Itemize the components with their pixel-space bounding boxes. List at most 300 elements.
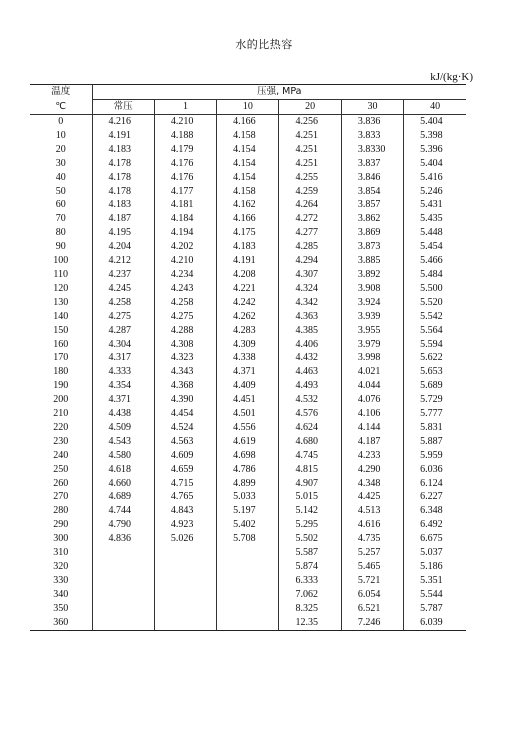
pressure-header: 压强, MPa bbox=[92, 85, 466, 100]
value-cell: 4.354 bbox=[92, 379, 154, 393]
value-cell: 4.524 bbox=[154, 421, 216, 435]
value-cell: 4.680 bbox=[279, 435, 341, 449]
value-cell: 4.208 bbox=[217, 268, 279, 282]
value-cell bbox=[92, 574, 154, 588]
value-cell: 5.729 bbox=[404, 393, 466, 407]
value-cell: 4.202 bbox=[154, 240, 216, 254]
table-row bbox=[30, 254, 466, 268]
value-cell: 4.183 bbox=[92, 143, 154, 157]
value-cell: 4.177 bbox=[154, 185, 216, 199]
value-cell: 4.493 bbox=[279, 379, 341, 393]
value-cell: 4.371 bbox=[92, 393, 154, 407]
value-cell: 4.187 bbox=[92, 212, 154, 226]
table-row bbox=[30, 282, 466, 296]
value-cell: 4.178 bbox=[92, 171, 154, 185]
value-cell: 4.166 bbox=[217, 115, 279, 129]
value-cell: 4.390 bbox=[154, 393, 216, 407]
value-cell: 3.8330 bbox=[341, 143, 403, 157]
value-cell: 5.015 bbox=[279, 490, 341, 504]
temperature-cell: 60 bbox=[55, 199, 66, 211]
value-cell: 4.283 bbox=[217, 324, 279, 338]
table-row bbox=[30, 157, 466, 171]
value-cell: 4.745 bbox=[279, 449, 341, 463]
value-cell: 3.998 bbox=[341, 351, 403, 365]
value-cell: 4.333 bbox=[92, 365, 154, 379]
value-cell: 4.425 bbox=[341, 490, 403, 504]
value-cell: 4.178 bbox=[92, 157, 154, 171]
value-cell: 5.520 bbox=[404, 296, 466, 310]
temperature-cell: 270 bbox=[53, 491, 69, 503]
temperature-cell: 170 bbox=[53, 352, 69, 364]
value-cell: 4.689 bbox=[92, 490, 154, 504]
value-cell: 3.908 bbox=[341, 282, 403, 296]
table-row bbox=[30, 435, 466, 449]
value-cell: 4.188 bbox=[154, 129, 216, 143]
value-cell: 5.787 bbox=[404, 602, 466, 616]
value-cell: 4.242 bbox=[217, 296, 279, 310]
value-cell bbox=[217, 602, 279, 616]
temperature-cell: 250 bbox=[53, 463, 69, 475]
value-cell: 5.466 bbox=[404, 254, 466, 268]
table-header bbox=[30, 85, 466, 115]
value-cell: 4.233 bbox=[341, 449, 403, 463]
value-cell: 4.287 bbox=[92, 324, 154, 338]
value-cell: 4.154 bbox=[217, 143, 279, 157]
value-cell: 5.142 bbox=[279, 504, 341, 518]
value-cell bbox=[92, 560, 154, 574]
value-cell bbox=[92, 602, 154, 616]
temperature-cell: 310 bbox=[53, 547, 69, 559]
value-cell: 5.037 bbox=[404, 546, 466, 560]
value-cell: 4.609 bbox=[154, 449, 216, 463]
value-cell: 4.166 bbox=[217, 212, 279, 226]
value-cell: 5.887 bbox=[404, 435, 466, 449]
column-header: 20 bbox=[279, 100, 341, 115]
table-row bbox=[30, 296, 466, 310]
value-cell: 3.837 bbox=[341, 157, 403, 171]
value-cell bbox=[92, 588, 154, 602]
value-cell: 6.333 bbox=[279, 574, 341, 588]
value-cell: 3.955 bbox=[341, 324, 403, 338]
value-cell: 4.158 bbox=[217, 185, 279, 199]
value-cell: 3.836 bbox=[341, 115, 403, 129]
value-cell: 6.675 bbox=[404, 532, 466, 546]
value-cell: 4.323 bbox=[154, 351, 216, 365]
value-cell: 8.325 bbox=[279, 602, 341, 616]
specific-heat-table bbox=[30, 84, 466, 631]
value-cell: 5.404 bbox=[404, 115, 466, 129]
value-cell: 4.619 bbox=[217, 435, 279, 449]
value-cell: 4.194 bbox=[154, 226, 216, 240]
value-cell: 3.854 bbox=[341, 185, 403, 199]
temperature-cell: 30 bbox=[55, 157, 66, 169]
value-cell: 5.721 bbox=[341, 574, 403, 588]
table-row bbox=[30, 198, 466, 212]
temperature-cell: 50 bbox=[55, 185, 66, 197]
temperature-cell: 340 bbox=[53, 588, 69, 600]
table-row bbox=[30, 393, 466, 407]
value-cell: 3.873 bbox=[341, 240, 403, 254]
temperature-header: 温度 bbox=[30, 85, 92, 100]
value-cell: 4.836 bbox=[92, 532, 154, 546]
table-row bbox=[30, 310, 466, 324]
value-cell: 4.463 bbox=[279, 365, 341, 379]
value-cell: 5.454 bbox=[404, 240, 466, 254]
value-cell bbox=[217, 616, 279, 630]
value-cell: 4.178 bbox=[92, 185, 154, 199]
value-cell: 4.237 bbox=[92, 268, 154, 282]
value-cell: 4.277 bbox=[279, 226, 341, 240]
value-cell: 6.492 bbox=[404, 518, 466, 532]
value-cell: 4.815 bbox=[279, 463, 341, 477]
temperature-cell: 200 bbox=[53, 394, 69, 406]
value-cell: 4.624 bbox=[279, 421, 341, 435]
table-row bbox=[30, 129, 466, 143]
value-cell: 4.243 bbox=[154, 282, 216, 296]
value-cell: 4.580 bbox=[92, 449, 154, 463]
value-cell: 4.106 bbox=[341, 407, 403, 421]
value-cell: 5.959 bbox=[404, 449, 466, 463]
value-cell: 4.259 bbox=[279, 185, 341, 199]
value-cell: 4.234 bbox=[154, 268, 216, 282]
value-cell: 6.039 bbox=[404, 616, 466, 630]
value-cell: 4.221 bbox=[217, 282, 279, 296]
value-cell: 4.251 bbox=[279, 143, 341, 157]
temperature-cell: 100 bbox=[53, 255, 69, 267]
table-row bbox=[30, 588, 466, 602]
value-cell: 4.432 bbox=[279, 351, 341, 365]
table-row bbox=[30, 212, 466, 226]
temperature-cell: 190 bbox=[53, 380, 69, 392]
value-cell: 4.290 bbox=[341, 463, 403, 477]
value-cell: 5.542 bbox=[404, 310, 466, 324]
value-cell: 3.924 bbox=[341, 296, 403, 310]
value-cell: 4.790 bbox=[92, 518, 154, 532]
value-cell: 4.191 bbox=[92, 129, 154, 143]
temperature-cell: 320 bbox=[53, 561, 69, 572]
table-row bbox=[30, 616, 466, 630]
value-cell: 4.324 bbox=[279, 282, 341, 296]
value-cell: 12.35 bbox=[279, 616, 341, 630]
value-cell: 4.338 bbox=[217, 351, 279, 365]
value-cell: 4.342 bbox=[279, 296, 341, 310]
value-cell: 4.309 bbox=[217, 338, 279, 352]
value-cell: 4.556 bbox=[217, 421, 279, 435]
value-cell: 4.409 bbox=[217, 379, 279, 393]
table-row bbox=[30, 504, 466, 518]
column-header: 30 bbox=[341, 100, 403, 115]
temperature-cell: 150 bbox=[53, 324, 69, 336]
column-header: 40 bbox=[404, 100, 466, 115]
value-cell: 5.246 bbox=[404, 185, 466, 199]
table-row bbox=[30, 338, 466, 352]
value-cell: 7.062 bbox=[279, 588, 341, 602]
value-cell: 6.348 bbox=[404, 504, 466, 518]
value-cell: 4.317 bbox=[92, 351, 154, 365]
value-cell: 4.021 bbox=[341, 365, 403, 379]
value-cell: 4.162 bbox=[217, 198, 279, 212]
value-cell: 4.532 bbox=[279, 393, 341, 407]
temperature-cell: 280 bbox=[53, 505, 69, 517]
value-cell bbox=[217, 574, 279, 588]
value-cell: 5.564 bbox=[404, 324, 466, 338]
value-cell: 4.786 bbox=[217, 463, 279, 477]
value-cell: 3.846 bbox=[341, 171, 403, 185]
value-cell: 5.295 bbox=[279, 518, 341, 532]
value-cell: 4.765 bbox=[154, 490, 216, 504]
value-cell: 3.939 bbox=[341, 310, 403, 324]
table-row bbox=[30, 379, 466, 393]
value-cell: 5.398 bbox=[404, 129, 466, 143]
value-cell: 3.862 bbox=[341, 212, 403, 226]
value-cell: 5.594 bbox=[404, 338, 466, 352]
temperature-cell: 180 bbox=[53, 366, 69, 378]
value-cell: 4.385 bbox=[279, 324, 341, 338]
value-cell: 5.544 bbox=[404, 588, 466, 602]
table-row bbox=[30, 421, 466, 435]
value-cell: 4.154 bbox=[217, 171, 279, 185]
value-cell: 6.054 bbox=[341, 588, 403, 602]
value-cell: 4.454 bbox=[154, 407, 216, 421]
value-cell: 4.715 bbox=[154, 477, 216, 491]
value-cell: 4.154 bbox=[217, 157, 279, 171]
value-cell: 4.181 bbox=[154, 198, 216, 212]
value-cell: 4.363 bbox=[279, 310, 341, 324]
value-cell: 4.451 bbox=[217, 393, 279, 407]
temperature-cell: 40 bbox=[55, 171, 66, 183]
value-cell: 4.183 bbox=[217, 240, 279, 254]
table-row bbox=[30, 477, 466, 491]
temperature-cell: 10 bbox=[55, 129, 66, 141]
temperature-cell: 110 bbox=[53, 268, 69, 280]
temperature-cell: 120 bbox=[53, 282, 69, 294]
value-cell: 3.885 bbox=[341, 254, 403, 268]
temperature-cell: 350 bbox=[53, 602, 69, 614]
value-cell: 4.406 bbox=[279, 338, 341, 352]
value-cell: 4.264 bbox=[279, 198, 341, 212]
table-row bbox=[30, 324, 466, 338]
table-row bbox=[30, 449, 466, 463]
value-cell: 4.262 bbox=[217, 310, 279, 324]
value-cell: 4.513 bbox=[341, 504, 403, 518]
value-cell: 5.708 bbox=[217, 532, 279, 546]
value-cell: 4.660 bbox=[92, 477, 154, 491]
value-cell: 3.857 bbox=[341, 198, 403, 212]
table-row bbox=[30, 407, 466, 421]
value-cell: 7.246 bbox=[341, 616, 403, 630]
value-cell bbox=[92, 546, 154, 560]
value-cell: 4.258 bbox=[154, 296, 216, 310]
value-cell: 5.396 bbox=[404, 143, 466, 157]
value-cell: 4.210 bbox=[154, 115, 216, 129]
value-cell: 5.484 bbox=[404, 268, 466, 282]
value-cell: 4.576 bbox=[279, 407, 341, 421]
value-cell: 4.509 bbox=[92, 421, 154, 435]
temperature-cell: 290 bbox=[53, 519, 69, 531]
value-cell: 5.431 bbox=[404, 198, 466, 212]
value-cell: 6.521 bbox=[341, 602, 403, 616]
value-cell: 4.543 bbox=[92, 435, 154, 449]
value-cell: 4.212 bbox=[92, 254, 154, 268]
column-header: 1 bbox=[154, 100, 216, 115]
value-cell: 4.275 bbox=[92, 310, 154, 324]
table-row bbox=[30, 490, 466, 504]
temperature-cell: 160 bbox=[53, 338, 69, 350]
temperature-cell: 300 bbox=[53, 533, 69, 545]
value-cell: 4.285 bbox=[279, 240, 341, 254]
value-cell: 4.044 bbox=[341, 379, 403, 393]
value-cell: 4.698 bbox=[217, 449, 279, 463]
value-cell: 4.179 bbox=[154, 143, 216, 157]
value-cell: 4.184 bbox=[154, 212, 216, 226]
value-cell: 5.257 bbox=[341, 546, 403, 560]
value-cell: 4.923 bbox=[154, 518, 216, 532]
temperature-cell: 80 bbox=[55, 227, 66, 239]
table-row bbox=[30, 185, 466, 199]
value-cell: 4.176 bbox=[154, 171, 216, 185]
value-cell: 4.158 bbox=[217, 129, 279, 143]
table-body bbox=[30, 115, 466, 631]
value-cell: 6.124 bbox=[404, 477, 466, 491]
value-cell: 4.288 bbox=[154, 324, 216, 338]
temperature-unit: ℃ bbox=[30, 100, 92, 115]
value-cell: 4.843 bbox=[154, 504, 216, 518]
value-cell: 5.033 bbox=[217, 490, 279, 504]
table-row bbox=[30, 171, 466, 185]
value-cell: 4.735 bbox=[341, 532, 403, 546]
value-cell: 3.892 bbox=[341, 268, 403, 282]
value-cell: 5.402 bbox=[217, 518, 279, 532]
temperature-cell: 360 bbox=[30, 616, 92, 630]
temperature-cell: 240 bbox=[53, 449, 69, 461]
value-cell: 4.175 bbox=[217, 226, 279, 240]
value-cell: 4.187 bbox=[341, 435, 403, 449]
value-cell bbox=[154, 616, 216, 630]
value-cell: 4.256 bbox=[279, 115, 341, 129]
temperature-cell: 230 bbox=[53, 435, 69, 447]
value-cell: 5.197 bbox=[217, 504, 279, 518]
value-cell bbox=[217, 546, 279, 560]
table-row bbox=[30, 226, 466, 240]
temperature-cell: 220 bbox=[53, 421, 69, 433]
value-cell: 4.183 bbox=[92, 198, 154, 212]
value-cell: 4.204 bbox=[92, 240, 154, 254]
table-row bbox=[30, 518, 466, 532]
value-cell: 4.258 bbox=[92, 296, 154, 310]
unit-label: kJ/(kg·K) bbox=[430, 71, 473, 83]
value-cell: 5.026 bbox=[154, 532, 216, 546]
value-cell: 3.869 bbox=[341, 226, 403, 240]
value-cell: 4.616 bbox=[341, 518, 403, 532]
value-cell: 4.899 bbox=[217, 477, 279, 491]
value-cell: 5.777 bbox=[404, 407, 466, 421]
value-cell: 6.036 bbox=[404, 463, 466, 477]
value-cell: 4.251 bbox=[279, 157, 341, 171]
temperature-cell: 260 bbox=[53, 477, 69, 489]
value-cell: 5.435 bbox=[404, 212, 466, 226]
value-cell bbox=[154, 602, 216, 616]
table-row bbox=[30, 574, 466, 588]
value-cell: 5.874 bbox=[279, 560, 341, 574]
column-header: 常压 bbox=[92, 100, 154, 115]
value-cell: 4.744 bbox=[92, 504, 154, 518]
value-cell: 5.831 bbox=[404, 421, 466, 435]
value-cell: 5.448 bbox=[404, 226, 466, 240]
table-row bbox=[30, 365, 466, 379]
table-row bbox=[30, 546, 466, 560]
table-row bbox=[30, 240, 466, 254]
value-cell: 4.275 bbox=[154, 310, 216, 324]
value-cell: 4.191 bbox=[217, 254, 279, 268]
temperature-cell: 90 bbox=[55, 241, 66, 253]
value-cell: 3.979 bbox=[341, 338, 403, 352]
table-row bbox=[30, 143, 466, 157]
value-cell: 4.307 bbox=[279, 268, 341, 282]
table-row bbox=[30, 602, 466, 616]
value-cell: 4.348 bbox=[341, 477, 403, 491]
table-row bbox=[30, 463, 466, 477]
value-cell: 4.659 bbox=[154, 463, 216, 477]
temperature-cell: 130 bbox=[53, 296, 69, 308]
value-cell: 5.502 bbox=[279, 532, 341, 546]
value-cell: 4.216 bbox=[92, 115, 154, 129]
table-row bbox=[30, 560, 466, 574]
value-cell: 4.371 bbox=[217, 365, 279, 379]
value-cell: 6.227 bbox=[404, 490, 466, 504]
page-title: 水的比热容 bbox=[235, 38, 293, 51]
value-cell: 4.438 bbox=[92, 407, 154, 421]
table-row bbox=[30, 532, 466, 546]
value-cell: 5.416 bbox=[404, 171, 466, 185]
table-row bbox=[30, 268, 466, 282]
value-cell: 4.251 bbox=[279, 129, 341, 143]
temperature-cell: 140 bbox=[53, 310, 69, 322]
value-cell bbox=[154, 588, 216, 602]
value-cell bbox=[217, 560, 279, 574]
value-cell: 4.618 bbox=[92, 463, 154, 477]
value-cell: 4.272 bbox=[279, 212, 341, 226]
value-cell: 4.176 bbox=[154, 157, 216, 171]
value-cell: 4.245 bbox=[92, 282, 154, 296]
value-cell: 4.304 bbox=[92, 338, 154, 352]
value-cell: 4.195 bbox=[92, 226, 154, 240]
value-cell: 4.076 bbox=[341, 393, 403, 407]
value-cell: 5.500 bbox=[404, 282, 466, 296]
value-cell bbox=[154, 560, 216, 574]
value-cell: 5.404 bbox=[404, 157, 466, 171]
temperature-cell: 210 bbox=[53, 408, 69, 420]
value-cell: 4.308 bbox=[154, 338, 216, 352]
temperature-cell: 0 bbox=[58, 116, 64, 127]
value-cell: 5.689 bbox=[404, 379, 466, 393]
value-cell: 5.587 bbox=[279, 546, 341, 560]
value-cell: 4.255 bbox=[279, 171, 341, 185]
value-cell bbox=[154, 574, 216, 588]
value-cell: 5.465 bbox=[341, 560, 403, 574]
value-cell: 4.501 bbox=[217, 407, 279, 421]
value-cell: 4.294 bbox=[279, 254, 341, 268]
value-cell bbox=[92, 616, 154, 630]
value-cell: 5.653 bbox=[404, 365, 466, 379]
table-row bbox=[30, 351, 466, 365]
temperature-cell: 70 bbox=[55, 213, 66, 225]
value-cell: 4.907 bbox=[279, 477, 341, 491]
value-cell: 5.351 bbox=[404, 574, 466, 588]
value-cell: 3.833 bbox=[341, 129, 403, 143]
column-header: 10 bbox=[217, 100, 279, 115]
value-cell bbox=[217, 588, 279, 602]
value-cell: 4.563 bbox=[154, 435, 216, 449]
